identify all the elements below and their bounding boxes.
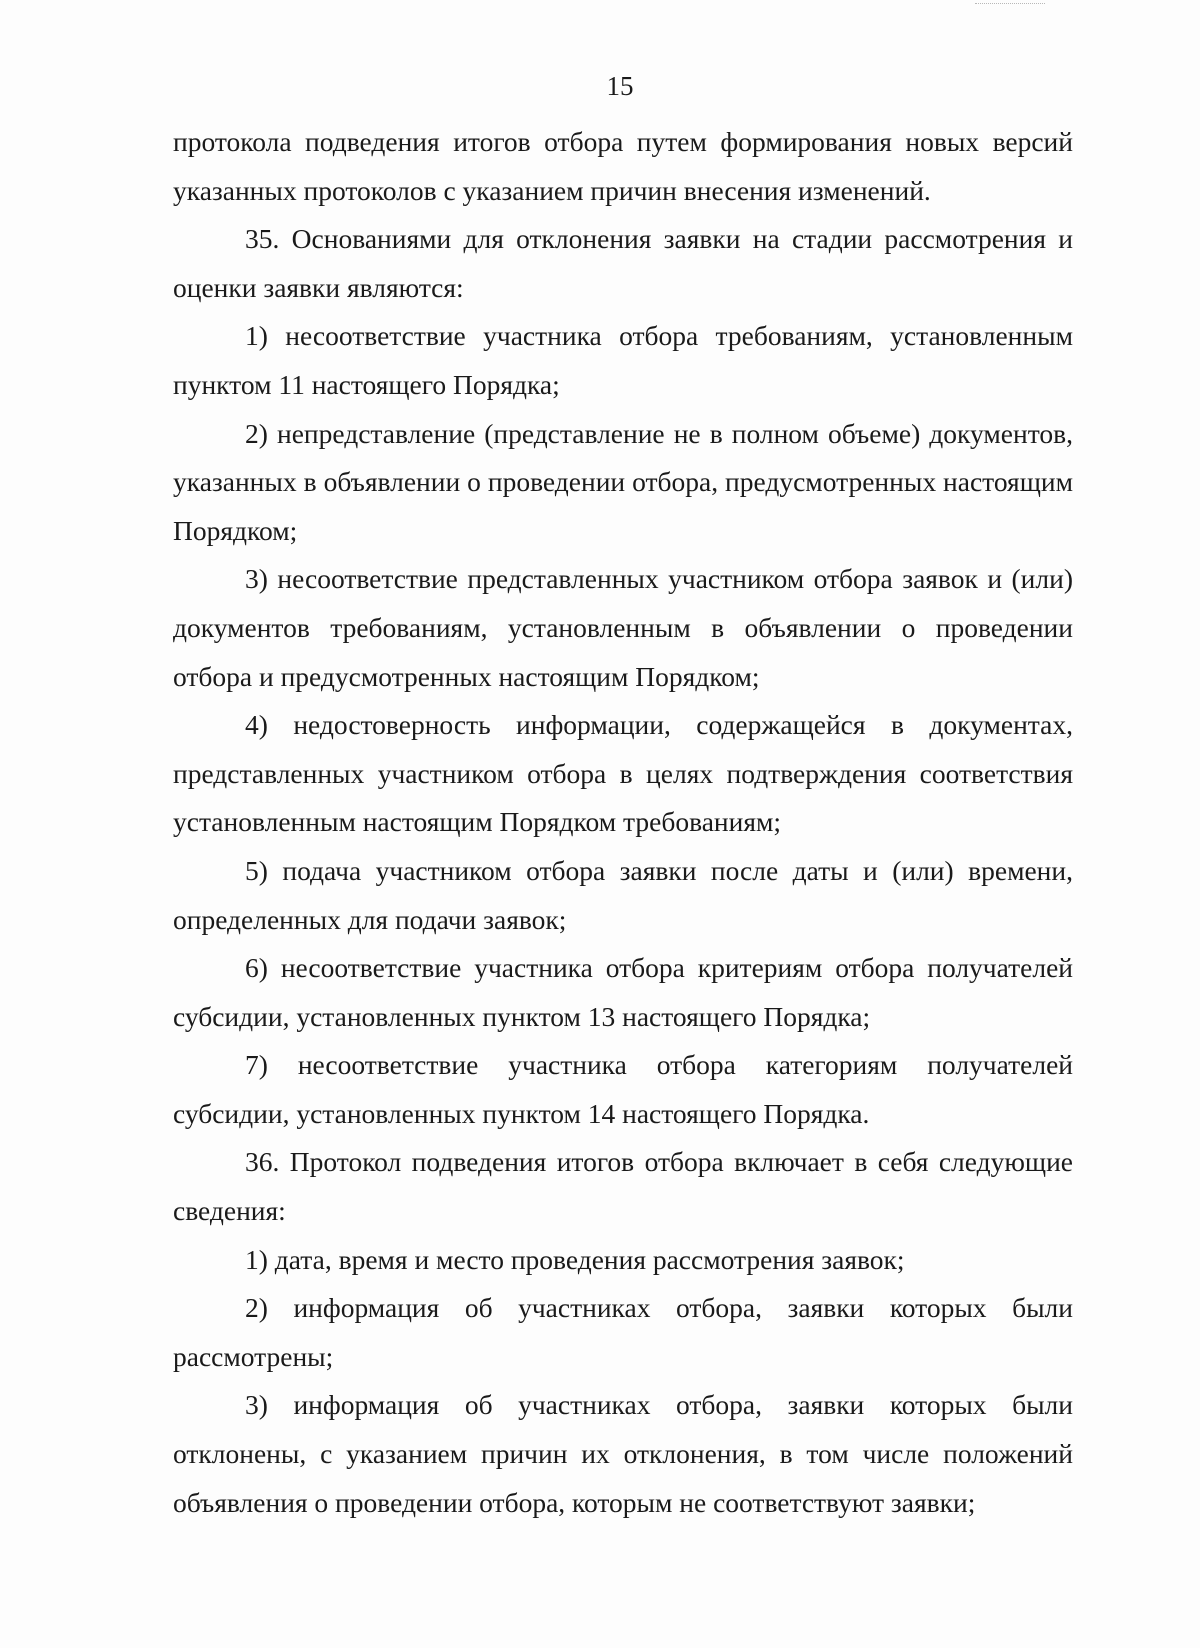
list-item-36-3: 3) информация об участниках отбора, заявки которых были отклонены, с указанием причин их отклонения, в том числе положений объявления о проведении отбора, которым не соответствуют заявки; <box>173 1389 1073 1518</box>
paragraph-clause-36: 36. Протокол подведения итогов отбора включает в себя следующие сведения: <box>173 1146 1073 1227</box>
paragraph-continuation: протокола подведения итогов отбора путем формирования новых версий указанных протоколов с указанием причин внесения изменений. <box>173 126 1073 206</box>
list-item-36-1: 1) дата, время и место проведения рассмотрения заявок; <box>245 1243 905 1275</box>
paragraph-clause-35: 35. Основаниями для отклонения заявки на стадии рассмотрения и оценки заявки являются: <box>173 223 1073 303</box>
scan-mark <box>975 0 1045 4</box>
list-item-35-5: 5) подача участником отбора заявки после даты и (или) времени, определенных для подачи заявок; <box>173 854 1073 935</box>
list-item-35-7: 7) несоответствие участника отбора категориям получателей субсидии, установленных пунктом 14 настоящего Порядка. <box>173 1049 1073 1129</box>
list-item-35-6: 6) несоответствие участника отбора критериям отбора получателей субсидии, установленных пунктом 13 настоящего Порядка; <box>173 952 1073 1032</box>
document-body <box>173 118 1073 1527</box>
list-item-36-2: 2) информация об участниках отбора, заявки которых были рассмотрены; <box>173 1292 1073 1372</box>
list-item-35-4: 4) недостоверность информации, содержащейся в документах, представленных участником отбора в целях подтверждения соответствия установленным настоящим Порядком требованиям; <box>173 709 1073 838</box>
list-item-35-1: 1) несоответствие участника отбора требованиям, установленным пунктом 11 настоящего Порядка; <box>173 320 1073 400</box>
list-item-35-3: 3) несоответствие представленных участником отбора заявок и (или) документов требованиям, установленным в объявлении о проведении отбора и предусмотренных настоящим Порядком; <box>173 563 1073 692</box>
list-item-35-2: 2) непредставление (представление не в полном объеме) документов, указанных в объявлении о проведении отбора, предусмотренных настоящим Порядком; <box>173 417 1073 546</box>
page-number: 15 <box>606 71 634 101</box>
